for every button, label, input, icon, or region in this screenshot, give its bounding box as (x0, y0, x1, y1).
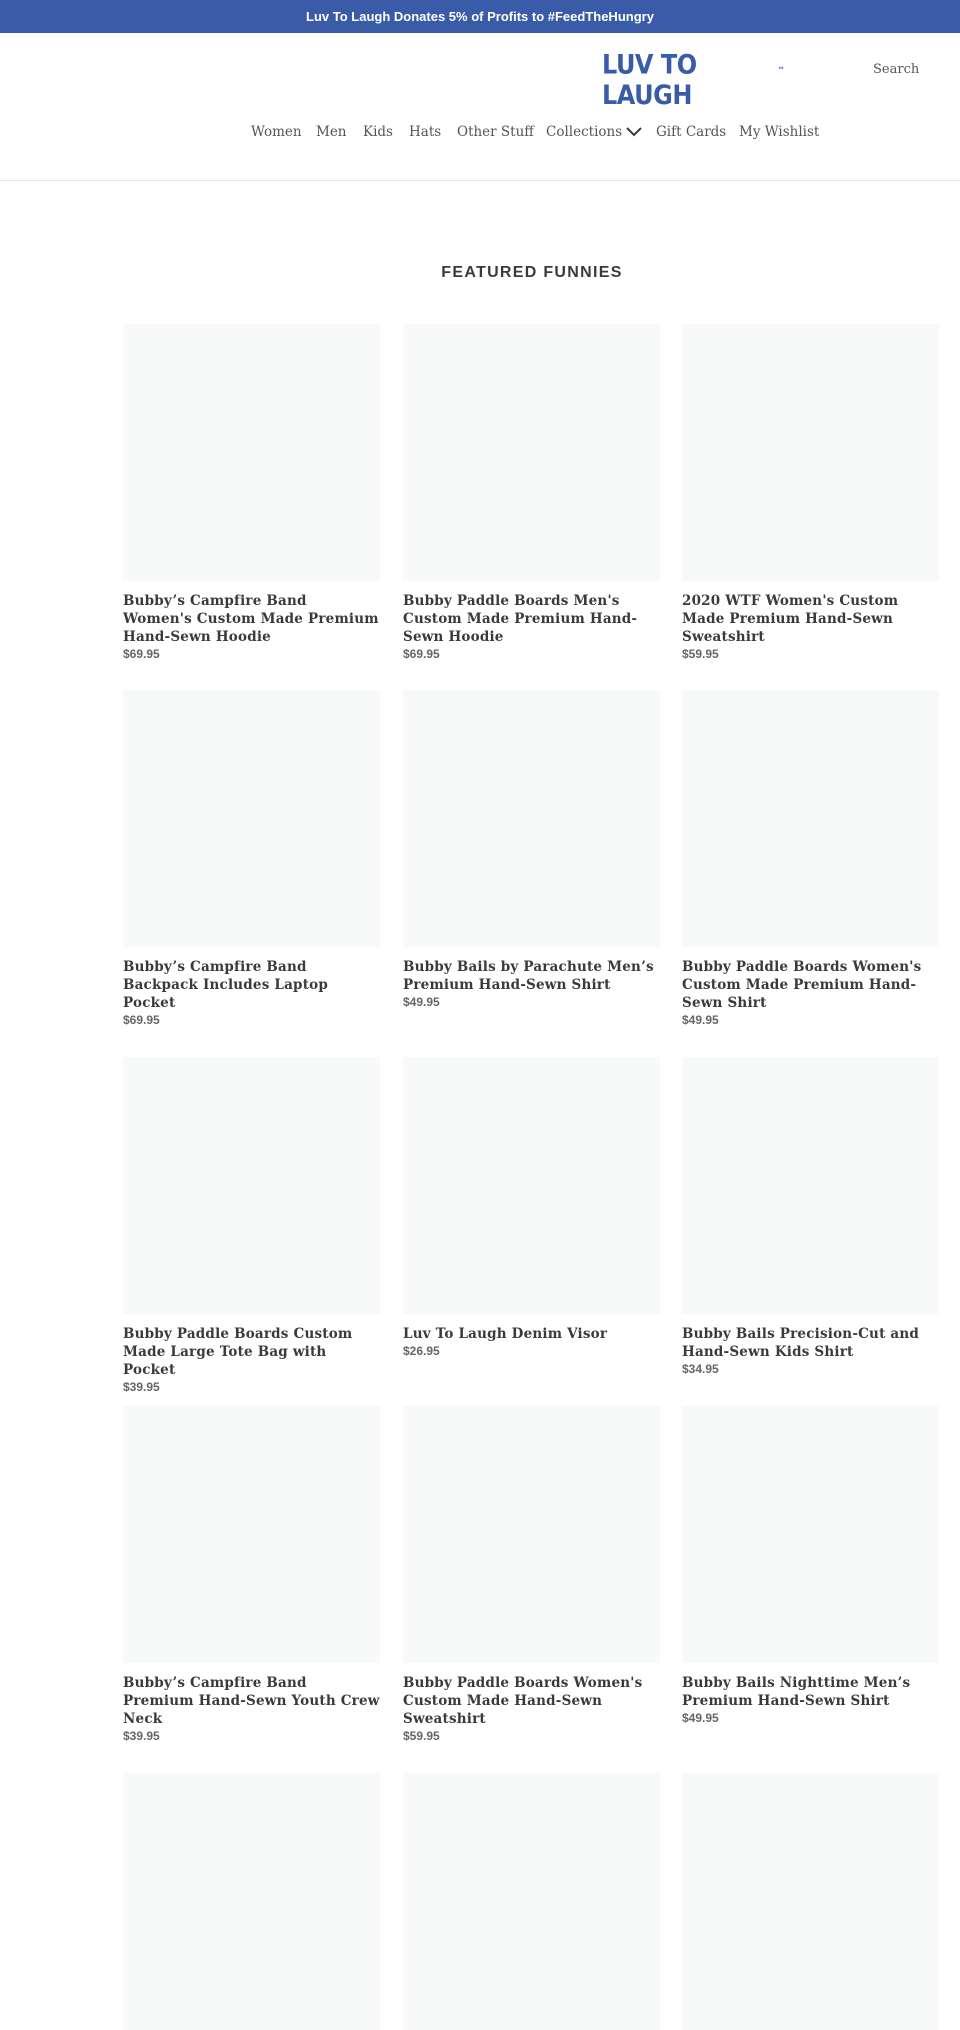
product-title[interactable]: Bubby Paddle Boards Women's Custom Made Hand-Sewn Sweatshirt (403, 1675, 643, 1727)
featured-section-title: FEATURED FUNNIES (441, 264, 623, 281)
product-title[interactable]: 2020 WTF Women's Custom Made Premium Hand-Sewn Sweatshirt (682, 593, 899, 645)
product-title[interactable]: Bubby Bails Nighttime Men’s Premium Hand-Sewn Shirt (682, 1675, 911, 1709)
product-image[interactable] (682, 690, 939, 947)
product-image[interactable] (123, 1773, 380, 2030)
nav-item-collections[interactable] (546, 124, 642, 140)
product-card[interactable] (682, 690, 939, 1027)
product-card[interactable] (123, 324, 380, 661)
product-price: $26.95 (403, 1344, 440, 1358)
product-price: $69.95 (123, 647, 160, 661)
product-price: $49.95 (682, 1711, 719, 1725)
product-image[interactable] (403, 1057, 660, 1314)
product-price: $69.95 (403, 647, 440, 661)
logo-text: LUV TO LAUGH (602, 49, 697, 111)
product-card[interactable] (403, 1406, 660, 1743)
product-image[interactable] (682, 1406, 939, 1663)
product-card[interactable] (123, 1773, 380, 2030)
nav-item-men[interactable]: Men (316, 124, 347, 140)
product-card[interactable] (682, 1406, 939, 1725)
product-image[interactable] (403, 1773, 660, 2030)
announcement-bar[interactable] (0, 0, 960, 33)
product-image[interactable] (682, 1773, 939, 2030)
product-price: $49.95 (682, 1013, 719, 1027)
product-title[interactable]: Bubby’s Campfire Band Backpack Includes Laptop Pocket (123, 959, 328, 1011)
product-card[interactable] (123, 1057, 380, 1394)
product-price: $59.95 (403, 1729, 440, 1743)
announcement-text[interactable]: Luv To Laugh Donates 5% of Profits to #FeedTheHungry (306, 9, 654, 24)
product-title[interactable]: Bubby Paddle Boards Custom Made Large Tote Bag with Pocket (123, 1326, 353, 1378)
product-image[interactable] (123, 690, 380, 947)
product-title[interactable]: Bubby Paddle Boards Women's Custom Made Premium Hand-Sewn Shirt (682, 959, 922, 1011)
product-card[interactable] (682, 1057, 939, 1376)
product-title[interactable]: Bubby Paddle Boards Men's Custom Made Premium Hand-Sewn Hoodie (403, 593, 638, 645)
product-card[interactable] (123, 1406, 380, 1743)
product-image[interactable] (682, 1057, 939, 1314)
product-price: $39.95 (123, 1380, 160, 1394)
product-image[interactable] (123, 1406, 380, 1663)
product-title[interactable]: Bubby Bails Precision-Cut and Hand-Sewn Kids Shirt (682, 1326, 920, 1360)
product-title[interactable]: Bubby’s Campfire Band Women's Custom Made Premium Hand-Sewn Hoodie (123, 593, 379, 645)
product-price: $49.95 (403, 995, 440, 1009)
product-image[interactable] (682, 324, 939, 581)
product-card[interactable] (682, 324, 939, 661)
product-card[interactable] (682, 1773, 939, 2030)
nav-item-kids[interactable]: Kids (363, 124, 393, 140)
search-link[interactable]: Search (873, 62, 920, 77)
product-price: $59.95 (682, 647, 719, 661)
nav-item-hats[interactable]: Hats (409, 124, 442, 140)
nav-item-collections-label: Collections (546, 124, 623, 140)
product-image[interactable] (123, 324, 380, 581)
product-title[interactable]: Bubby’s Campfire Band Premium Hand-Sewn Youth Crew Neck (123, 1675, 380, 1727)
product-title[interactable]: Bubby Bails by Parachute Men’s Premium Hand-Sewn Shirt (403, 959, 654, 993)
nav-item-gift-cards[interactable]: Gift Cards (656, 124, 727, 140)
main-navigation (0, 124, 960, 146)
product-card[interactable] (403, 690, 660, 1009)
product-image[interactable] (403, 690, 660, 947)
nav-item-other-stuff[interactable]: Other Stuff (457, 124, 534, 140)
nav-item-my-wishlist[interactable]: My Wishlist (739, 124, 820, 140)
product-image[interactable] (123, 1057, 380, 1314)
site-logo[interactable] (602, 49, 784, 111)
product-price: $39.95 (123, 1729, 160, 1743)
product-image[interactable] (403, 324, 660, 581)
chevron-down-icon (626, 127, 642, 137)
product-card[interactable] (123, 690, 380, 1027)
header-divider (0, 180, 960, 181)
product-card[interactable] (403, 1773, 660, 2030)
product-image[interactable] (403, 1406, 660, 1663)
product-card[interactable] (403, 1057, 660, 1358)
product-price: $34.95 (682, 1362, 719, 1376)
logo-trademark: ™ (777, 65, 784, 75)
product-price: $69.95 (123, 1013, 160, 1027)
product-title[interactable]: Luv To Laugh Denim Visor (403, 1326, 608, 1342)
nav-item-women[interactable]: Women (251, 124, 302, 140)
product-card[interactable] (403, 324, 660, 661)
